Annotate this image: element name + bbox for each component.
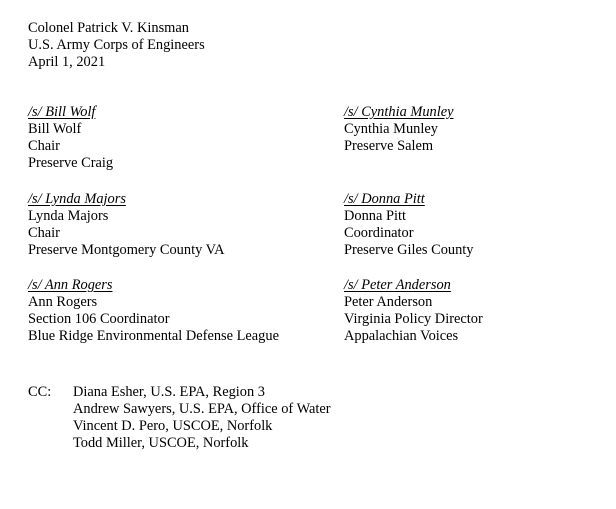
signer-organization: Preserve Montgomery County VA — [28, 242, 225, 258]
signer-name: Lynda Majors — [28, 208, 109, 224]
signer-name: Peter Anderson — [344, 294, 433, 310]
signature-mark: /s/ Donna Pitt — [344, 191, 425, 207]
signer-title: Section 106 Coordinator — [28, 311, 170, 327]
signature-mark: /s/ Lynda Majors — [28, 191, 126, 207]
signer-name: Cynthia Munley — [344, 121, 438, 137]
cc-recipient: Vincent D. Pero, USCOE, Norfolk — [73, 418, 273, 434]
cc-label: CC: — [28, 384, 52, 400]
signature-block-bill-wolf — [28, 104, 328, 172]
cc-recipient: Andrew Sawyers, U.S. EPA, Office of Water — [73, 401, 331, 417]
signature-block-lynda-majors — [28, 191, 328, 259]
signer-title: Chair — [28, 138, 60, 154]
signature-block-cynthia-munley — [344, 104, 616, 155]
signature-mark: /s/ Cynthia Munley — [344, 104, 454, 120]
signer-organization: Blue Ridge Environmental Defense League — [28, 328, 279, 344]
signature-mark: /s/ Ann Rogers — [28, 277, 113, 293]
signer-organization: Preserve Craig — [28, 155, 114, 171]
cc-recipient: Diana Esher, U.S. EPA, Region 3 — [73, 384, 265, 400]
signature-mark: /s/ Bill Wolf — [28, 104, 96, 120]
recipient-organization: U.S. Army Corps of Engineers — [28, 37, 205, 53]
cc-recipient: Todd Miller, USCOE, Norfolk — [73, 435, 249, 451]
signer-name: Donna Pitt — [344, 208, 406, 224]
signature-block-ann-rogers — [28, 277, 328, 345]
signature-mark: /s/ Peter Anderson — [344, 277, 451, 293]
signature-block-peter-anderson — [344, 277, 616, 345]
signer-title: Virginia Policy Director — [344, 311, 483, 327]
signer-organization: Appalachian Voices — [344, 328, 459, 344]
signer-name: Ann Rogers — [28, 294, 98, 310]
signer-organization: Preserve Giles County — [344, 242, 474, 258]
signature-block-donna-pitt — [344, 191, 616, 259]
recipient-name: Colonel Patrick V. Kinsman — [28, 20, 189, 36]
cc-recipient-list — [73, 384, 331, 452]
signer-name: Bill Wolf — [28, 121, 82, 137]
signer-organization: Preserve Salem — [344, 138, 434, 154]
letter-date: April 1, 2021 — [28, 54, 106, 70]
signer-title: Coordinator — [344, 225, 414, 241]
signer-title: Chair — [28, 225, 60, 241]
